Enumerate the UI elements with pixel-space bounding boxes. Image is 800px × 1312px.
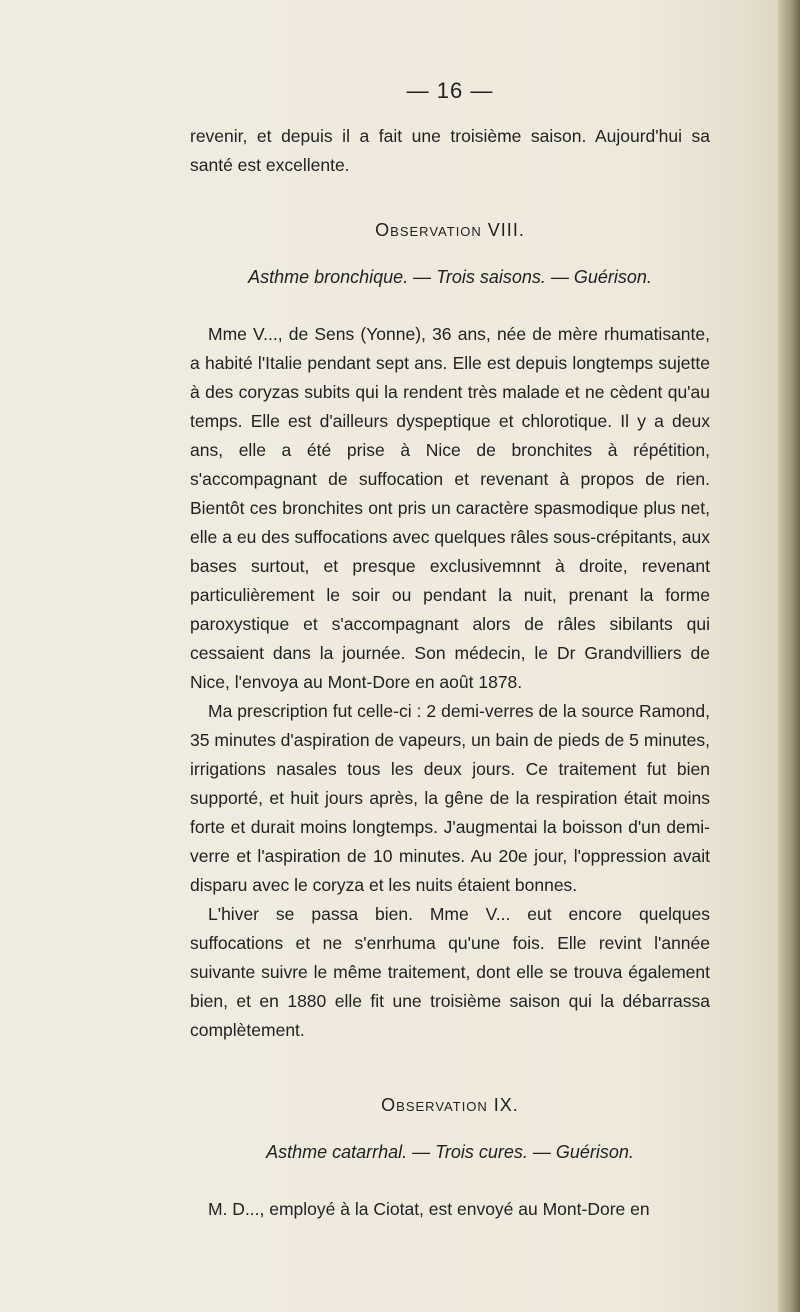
observation-9-title: Observation IX. [381, 1095, 519, 1115]
paragraph-continuation: revenir, et depuis il a fait une troisième saison. Aujourd'hui sa santé est excellente. [190, 126, 710, 175]
observation-9-subtitle: Asthme catarrhal. — Trois cures. — Guérison. [266, 1142, 634, 1162]
page-content [190, 78, 710, 1224]
observation-8-paragraph-3: L'hiver se passa bien. Mme V... eut encore quelques suffocations et ne s'enrhuma qu'une fois. Elle revint l'année suivante suivre le même traitement, dont elle se trouva également bien, et en 1880 elle fit une troisième saison qui la débarrassa complètement. [190, 904, 710, 1040]
observation-8-subtitle: Asthme bronchique. — Trois saisons. — Guérison. [248, 267, 652, 287]
observation-8-paragraph-1: Mme V..., de Sens (Yonne), 36 ans, née de mère rhumatisante, a habité l'Italie pendant sept ans. Elle est depuis longtemps sujette à des coryzas subits qui la rendent très malade et ne cèdent qu'au temps. Elle est d'ailleurs dyspeptique et chlorotique. Il y a deux ans, elle a été prise à Nice de bronchites à répétition, s'accompagnant de suffocation et revenant à propos de rien. Bientôt ces bronchites ont pris un caractère spasmodique plus net, elle a eu des suffocations avec quelques râles sous-crépitants, aux bases surtout, et presque exclusivemnnt à droite, revenant particulièrement le soir ou pendant la nuit, prenant la forme paroxystique et s'accompagnant alors de râles sibilants qui cessaient dans la journée. Son médecin, le Dr Grandvilliers de Nice, l'envoya au Mont-Dore en août 1878. [190, 324, 710, 692]
observation-8-paragraph-2: Ma prescription fut celle-ci : 2 demi-verres de la source Ramond, 35 minutes d'aspiration de vapeurs, un bain de pieds de 5 minutes, irrigations nasales tous les deux jours. Ce traitement fut bien supporté, et huit jours après, la gêne de la respiration était moins forte et durait moins longtemps. J'augmentai la boisson d'un demi-verre et l'aspiration de 10 minutes. Au 20e jour, l'oppression avait disparu avec le coryza et les nuits étaient bonnes. [190, 701, 710, 895]
page-number: — 16 — [406, 78, 494, 103]
book-spine-shadow [778, 0, 800, 1312]
observation-8-title: Observation VIII. [375, 220, 525, 240]
observation-9-paragraph-1: M. D..., employé à la Ciotat, est envoyé au Mont-Dore en [208, 1199, 650, 1219]
